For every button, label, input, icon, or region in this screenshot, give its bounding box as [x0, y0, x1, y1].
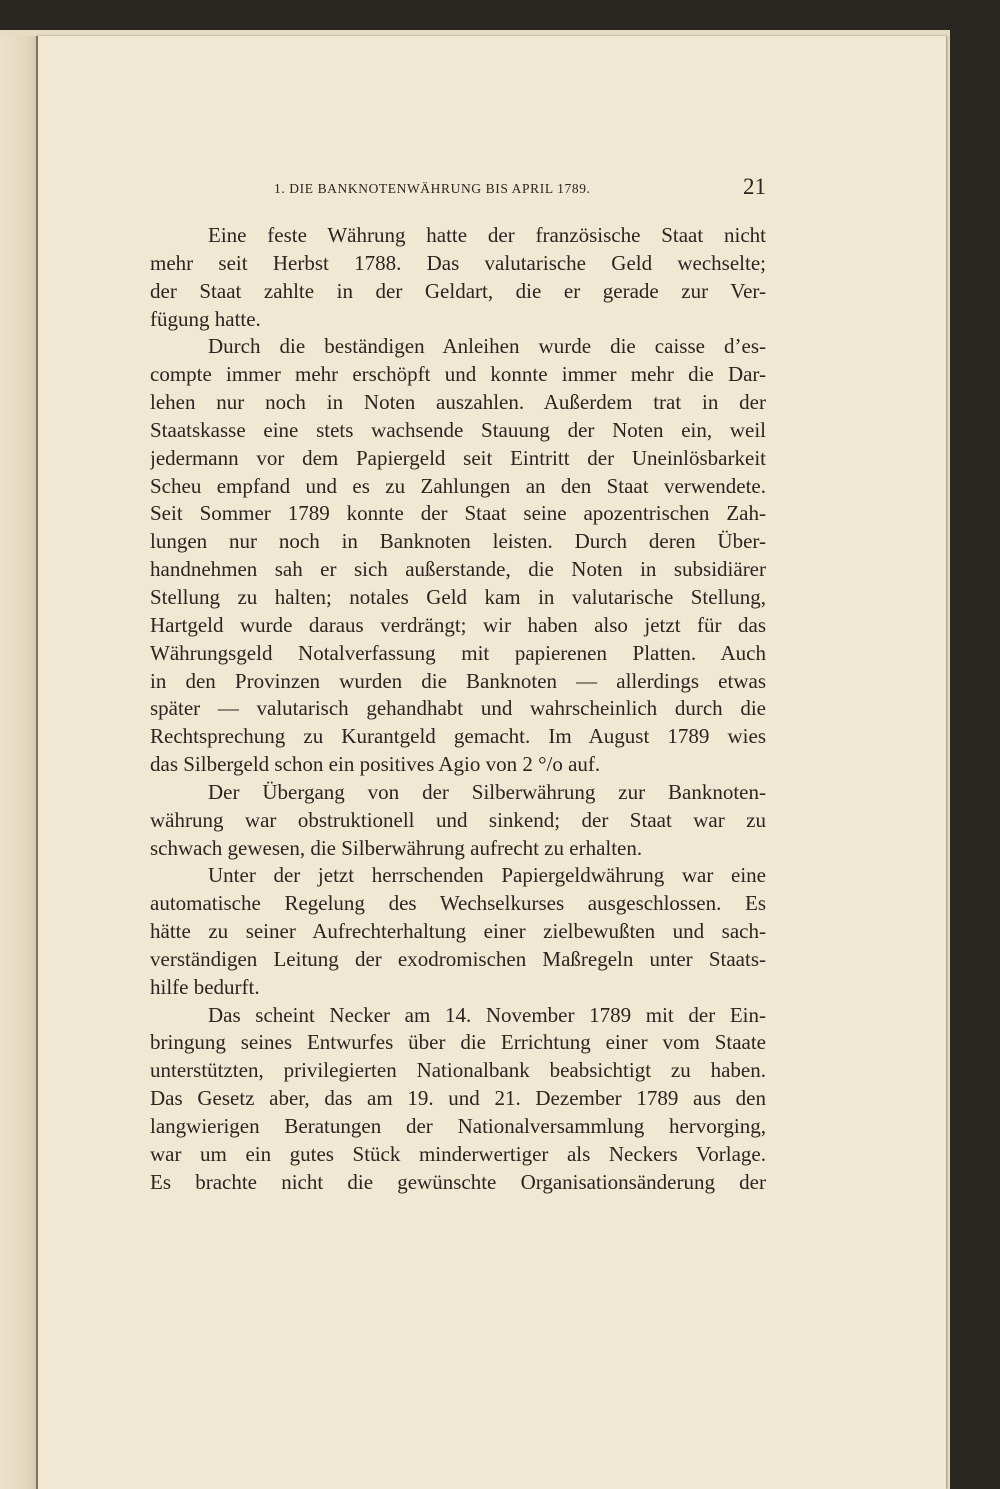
book-spine	[0, 36, 36, 1489]
text-line: jedermann vor dem Papiergeld seit Eintritt der Uneinlösbarkeit	[150, 445, 766, 470]
text-line: Währungsgeld Notalverfassung mit papierenen Platten. Auch	[150, 640, 766, 665]
text-line: war um ein gutes Stück minderwertiger als Neckers Vorlage.	[150, 1141, 766, 1166]
text-line: automatische Regelung des Wechselkurses ausgeschlossen. Es	[150, 891, 766, 916]
text-line: Durch die beständigen Anleihen wurde die caisse d’es-	[208, 334, 766, 359]
page-number: 21	[743, 174, 766, 199]
body-text	[150, 222, 766, 1197]
running-head	[150, 174, 766, 202]
text-line: fügung hatte.	[150, 306, 261, 331]
paragraph	[150, 222, 766, 333]
text-line: compte immer mehr erschöpft und konnte immer mehr die Dar-	[150, 362, 766, 387]
running-head-title: 1. DIE BANKNOTENWÄHRUNG BIS APRIL 1789.	[274, 181, 591, 196]
paragraph	[150, 779, 766, 863]
text-line: Das Gesetz aber, das am 19. und 21. Dezember 1789 aus den	[150, 1086, 766, 1111]
text-line: handnehmen sah er sich außerstande, die Noten in subsidiärer	[150, 557, 766, 582]
text-line: Der Übergang von der Silberwährung zur Banknoten-	[208, 779, 766, 804]
text-line: das Silbergeld schon ein positives Agio von 2 °/o auf.	[150, 752, 601, 777]
text-line: unterstützten, privilegierten Nationalbank beabsichtigt zu haben.	[150, 1058, 766, 1083]
text-line: verständigen Leitung der exodromischen Maßregeln unter Staats-	[150, 946, 766, 971]
text-line: lehen nur noch in Noten auszahlen. Außerdem trat in der	[150, 390, 766, 415]
paragraph	[150, 333, 766, 779]
text-line: Unter der jetzt herrschenden Papiergeldwährung war eine	[208, 863, 766, 888]
paragraph	[150, 862, 766, 1001]
text-line: Scheu empfand und es zu Zahlungen an den Staat verwendete.	[150, 473, 766, 498]
text-line: Stellung zu halten; notales Geld kam in valutarische Stellung,	[150, 584, 766, 609]
text-line: Das scheint Necker am 14. November 1789 mit der Ein-	[208, 1002, 766, 1027]
text-line: lungen nur noch in Banknoten leisten. Durch deren Über-	[150, 529, 766, 554]
text-line: Staatskasse eine stets wachsende Stauung der Noten ein, weil	[150, 417, 766, 442]
text-line: in den Provinzen wurden die Banknoten — allerdings etwas	[150, 668, 766, 693]
text-line: Seit Sommer 1789 konnte der Staat seine apozentrischen Zah-	[150, 501, 766, 526]
text-line: Hartgeld wurde daraus verdrängt; wir haben also jetzt für das	[150, 612, 766, 637]
text-line: schwach gewesen, die Silberwährung aufrecht zu erhalten.	[150, 835, 643, 860]
text-line: später — valutarisch gehandhabt und wahrscheinlich durch die	[150, 696, 766, 721]
text-line: der Staat zahlte in der Geldart, die er gerade zur Ver-	[150, 278, 766, 303]
text-line: hätte zu seiner Aufrechterhaltung einer zielbewußten und sach-	[150, 919, 766, 944]
text-line: währung war obstruktionell und sinkend; der Staat war zu	[150, 807, 766, 832]
text-line: Eine feste Währung hatte der französische Staat nicht	[208, 223, 766, 247]
text-line: Rechtsprechung zu Kurantgeld gemacht. Im August 1789 wies	[150, 724, 766, 749]
text-line: hilfe bedurft.	[150, 974, 260, 999]
text-line: langwierigen Beratungen der Nationalversammlung hervorging,	[150, 1114, 766, 1138]
paragraph	[150, 1002, 766, 1197]
text-line: Es brachte nicht die gewünschte Organisationsänderung der	[150, 1169, 766, 1194]
text-line: bringung seines Entwurfes über die Errichtung einer vom Staate	[150, 1030, 766, 1055]
text-line: mehr seit Herbst 1788. Das valutarische Geld wechselte;	[150, 250, 766, 275]
page-edge	[36, 36, 38, 1489]
